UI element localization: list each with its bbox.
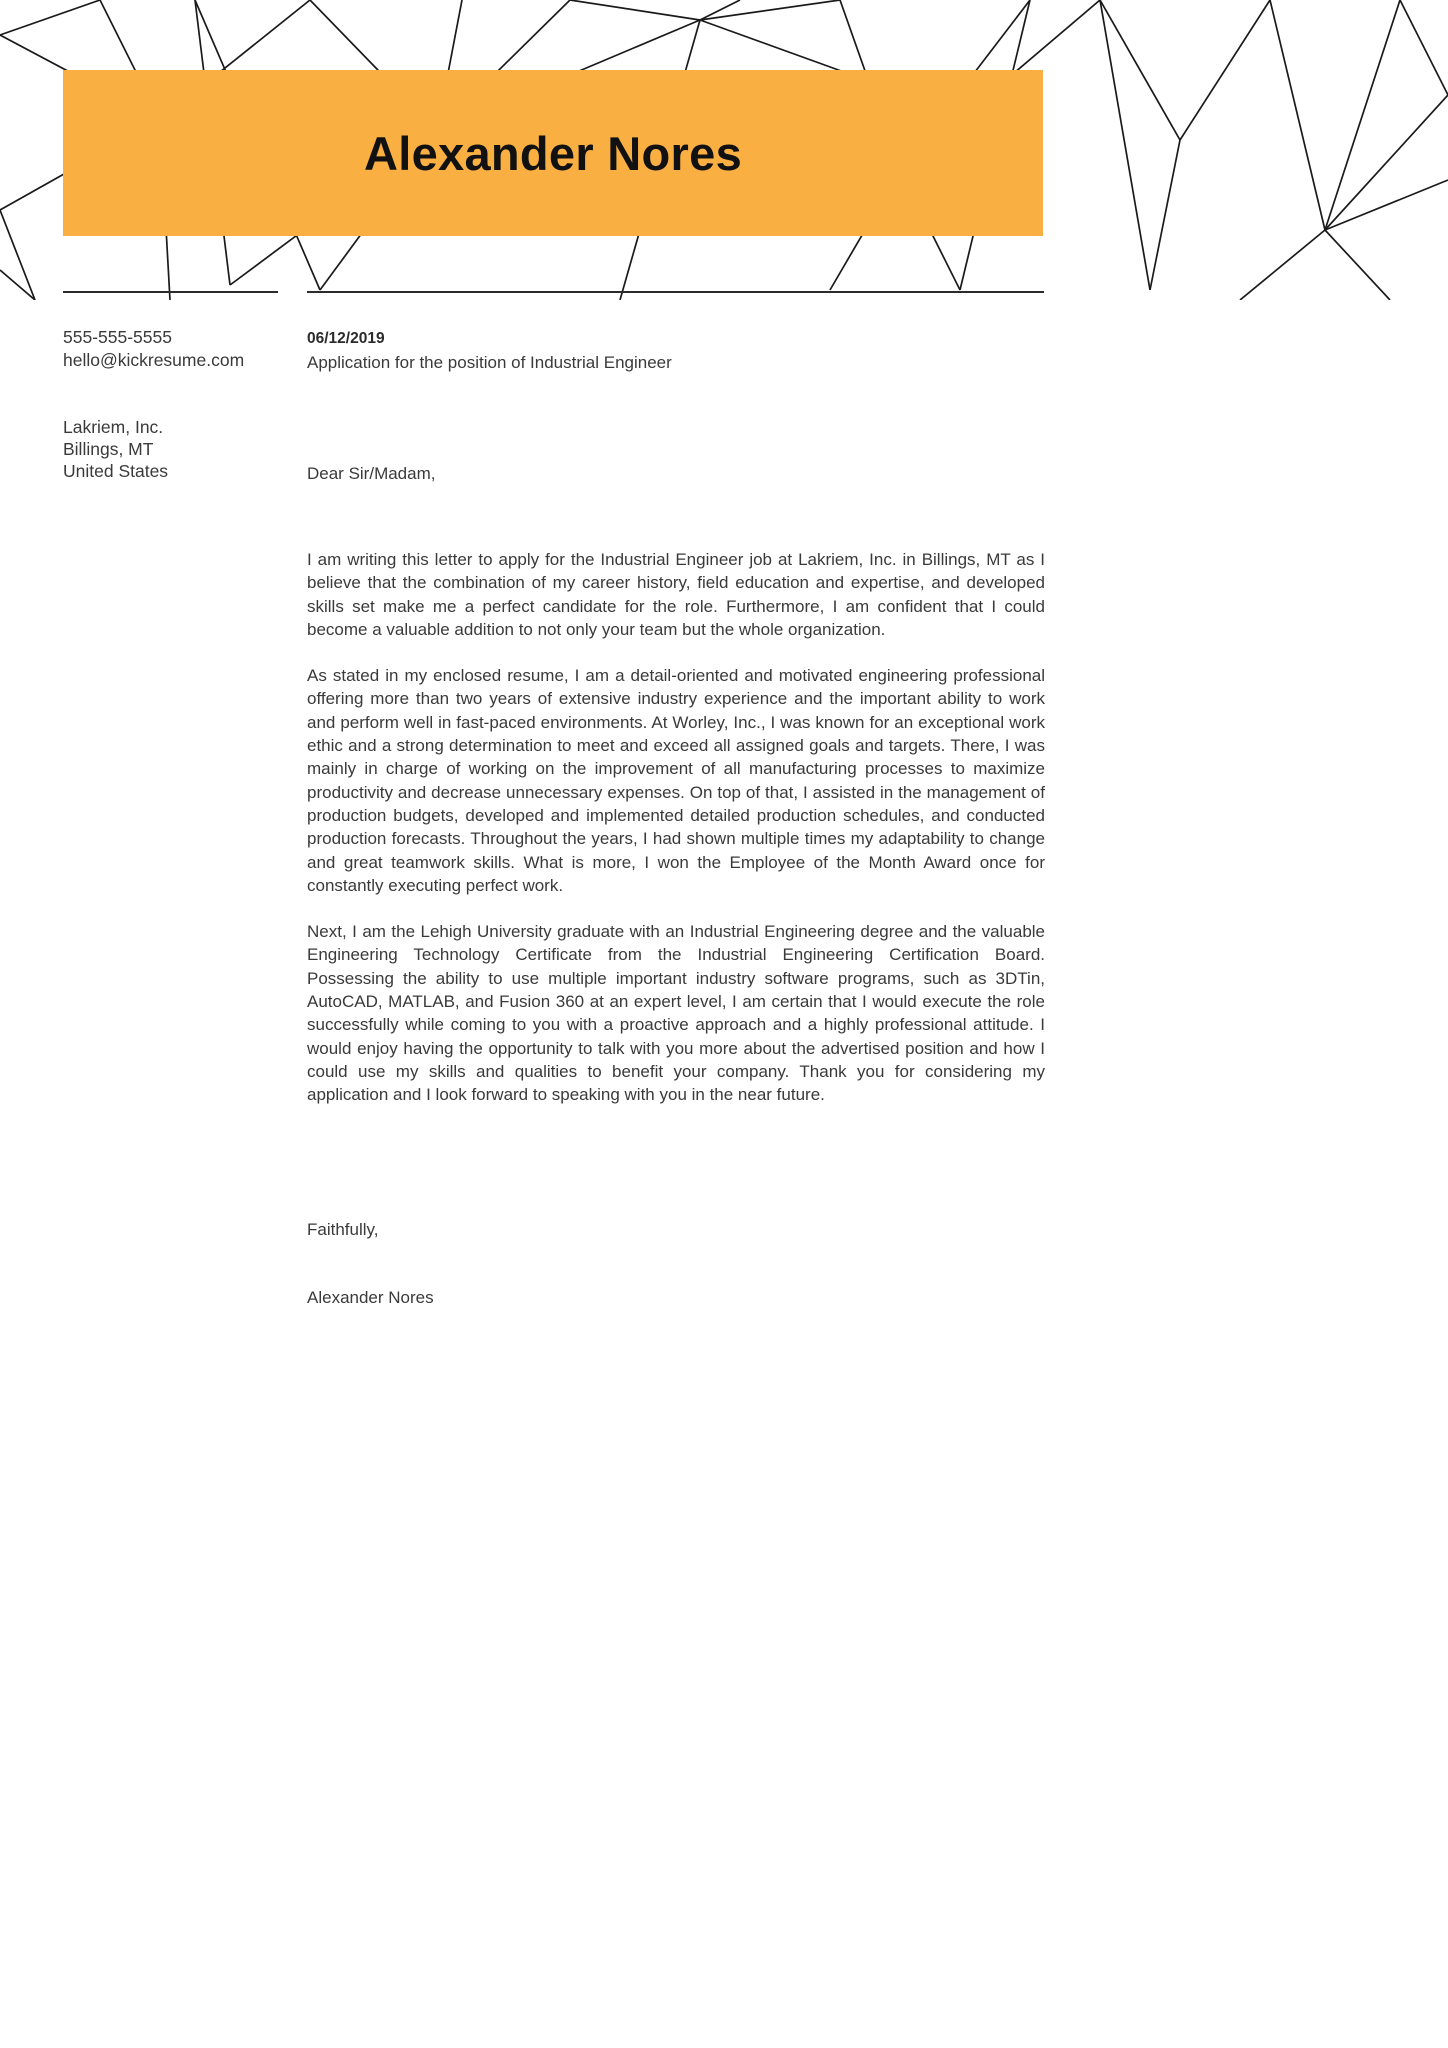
letter-subject: Application for the position of Industrial Engineer bbox=[307, 353, 672, 372]
letter-closing-block bbox=[307, 1218, 807, 1310]
divider-right bbox=[307, 291, 1044, 293]
sender-contact-block bbox=[63, 326, 293, 372]
recipient-company: Lakriem, Inc. bbox=[63, 417, 164, 437]
divider-left bbox=[63, 291, 278, 293]
recipient-city-state: Billings, MT bbox=[63, 439, 154, 459]
sender-email: hello@kickresume.com bbox=[63, 350, 245, 370]
page-title: Alexander Nores bbox=[363, 126, 743, 180]
letter-body bbox=[307, 548, 1045, 1107]
letter-paragraph: I am writing this letter to apply for the Industrial Engineer job at Lakriem, Inc. in Billings, MT as I believe that the combination of my career history, field education and expertise, and developed skills set make me a perfect candidate for the role. Furthermore, I am confident that I could become a valuable addition to not only your team but the whole organization. bbox=[307, 550, 1045, 639]
recipient-country: United States bbox=[63, 461, 169, 481]
letter-paragraph: Next, I am the Lehigh University graduate with an Industrial Engineering degree and the valuable Engineering Technology Certificate from the Industrial Engineering Certification Board. Possessing the ability to use multiple important industry software programs, such as 3DTin, AutoCAD, MATLAB, and Fusion 360 at an expert level, I am certain that I would execute the role successfully while coming to you with a proactive approach and a highly professional attitude. I would enjoy having the opportunity to talk with you more about the advertised position and how I could use my skills and qualities to benefit your company. Thank you for considering my application and I look forward to speaking with you in the near future. bbox=[307, 922, 1045, 1105]
signature-name: Alexander Nores bbox=[307, 1288, 434, 1307]
sender-phone: 555-555-5555 bbox=[63, 327, 172, 347]
closing-salutation: Faithfully, bbox=[307, 1220, 379, 1239]
letter-salutation: Dear Sir/Madam, bbox=[307, 464, 436, 483]
recipient-address-block bbox=[63, 416, 313, 482]
name-banner bbox=[63, 70, 1043, 236]
letter-meta-block bbox=[307, 328, 1047, 375]
letter-date: 06/12/2019 bbox=[307, 330, 385, 347]
letter-paragraph: As stated in my enclosed resume, I am a detail-oriented and motivated engineering professional offering more than two years of extensive industry experience and the important ability to work and perform well in fast-paced environments. At Worley, Inc., I was known for an exceptional work ethic and a strong determination to meet and exceed all assigned goals and targets. There, I was mainly in charge of working on the improvement of all manufacturing processes to maximize productivity and decrease unnecessary expenses. On top of that, I assisted in the management of production budgets, developed and implemented detailed production schedules, and conducted production forecasts. Throughout the years, I had shown multiple times my adaptability to change and great teamwork skills. What is more, I won the Employee of the Month Award once for constantly executing perfect work. bbox=[307, 666, 1045, 895]
